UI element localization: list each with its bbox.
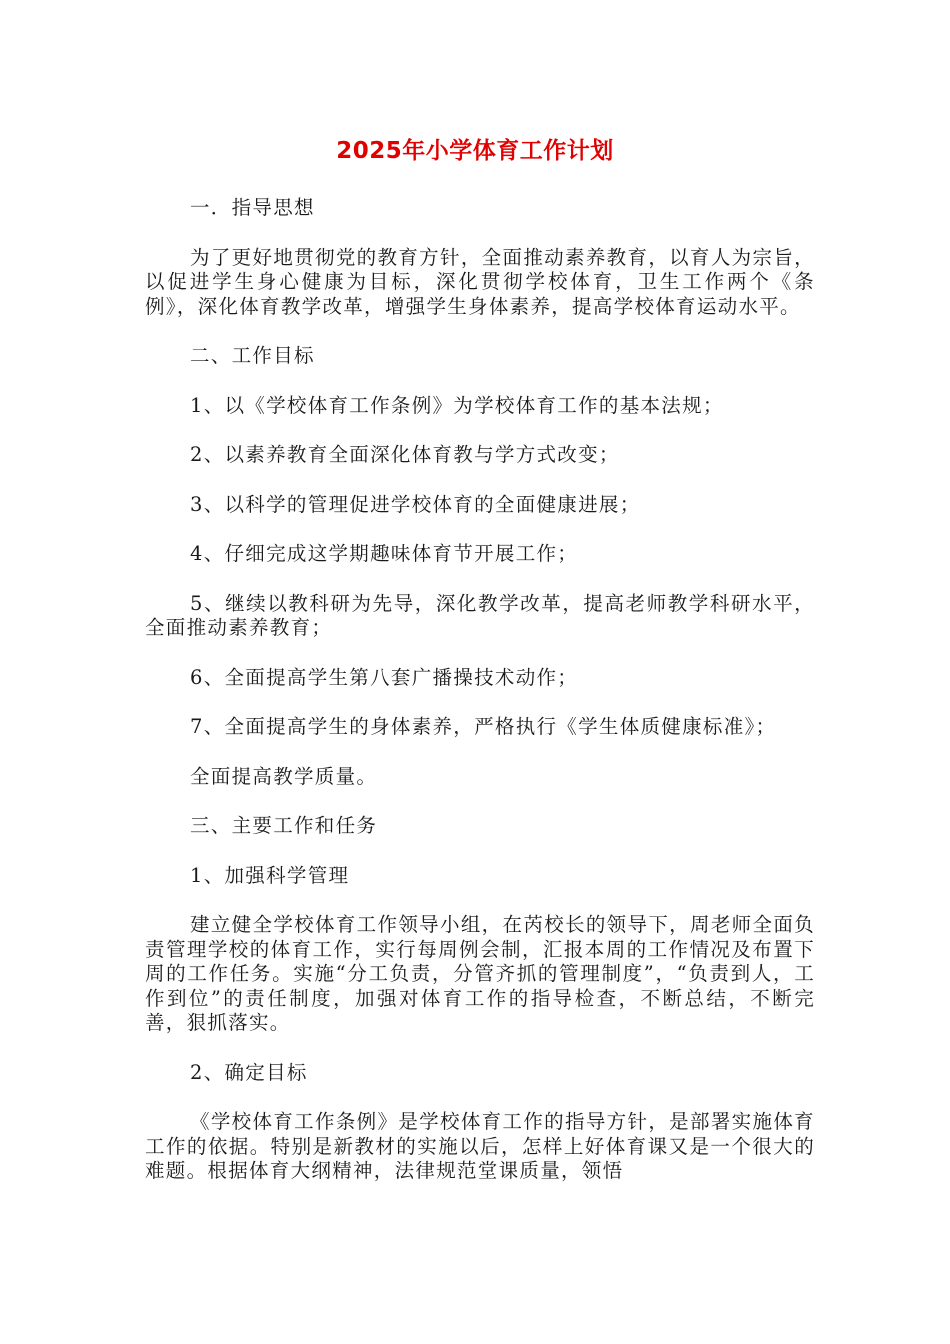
subheading-targets: 2、确定目标 [190,1060,308,1084]
document-body [145,196,815,1209]
goal-item-5: 5、继续以教科研为先导，深化教学改革，提高老师教学科研水平，全面推动素养教育； [145,591,815,639]
goal-item-3: 3、以科学的管理促进学校体育的全面健康进展； [190,492,641,516]
heading-work-goals: 二、工作目标 [190,344,315,367]
goal-item-4: 4、仔细完成这学期趣味体育节开展工作； [190,542,579,565]
document-title: 2025年小学体育工作计划 [336,138,614,164]
goal-item-7-continued: 全面提高教学质量。 [190,764,378,788]
paragraph-management: 建立健全学校体育工作领导小组，在芮校长的领导下，周老师全面负责管理学校的体育工作，实行每周例会制，汇报本周的工作情况及布置下周的工作任务。实施“分工负责，分管齐抓的管理制度”，“负责到人，工作到位”的责任制度，加强对体育工作的指导检查，不断总结，不断完善，狠抓落实。 [145,913,815,1034]
goal-item-2: 2、以素养教育全面深化体育教与学方式改变； [190,443,620,466]
paragraph-targets: 《学校体育工作条例》是学校体育工作的指导方针，是部署实施体育工作的依据。特别是新教材的实施以后，怎样上好体育课又是一个很大的难题。根据体育大纲精神，法律规范堂课质量，领悟 [145,1110,815,1182]
subheading-management: 1、加强科学管理 [190,863,350,887]
goal-item-7: 7、全面提高学生的身体素养，严格执行《学生体质健康标准》； [190,715,777,738]
goal-item-6: 6、全面提高学生第八套广播操技术动作； [190,665,579,689]
goal-item-1: 1、以《学校体育工作条例》为学校体育工作的基本法规； [190,393,724,417]
heading-main-tasks: 三、主要工作和任务 [190,814,378,837]
paragraph-guiding-ideology: 为了更好地贯彻党的教育方针，全面推动素养教育，以育人为宗旨，以促进学生身心健康为目标，深化贯彻学校体育，卫生工作两个《条例》，深化体育教学改革，增强学生身体素养，提高学校体育运动水平。 [145,245,815,318]
heading-guiding-ideology: 一．指导思想 [190,196,315,219]
